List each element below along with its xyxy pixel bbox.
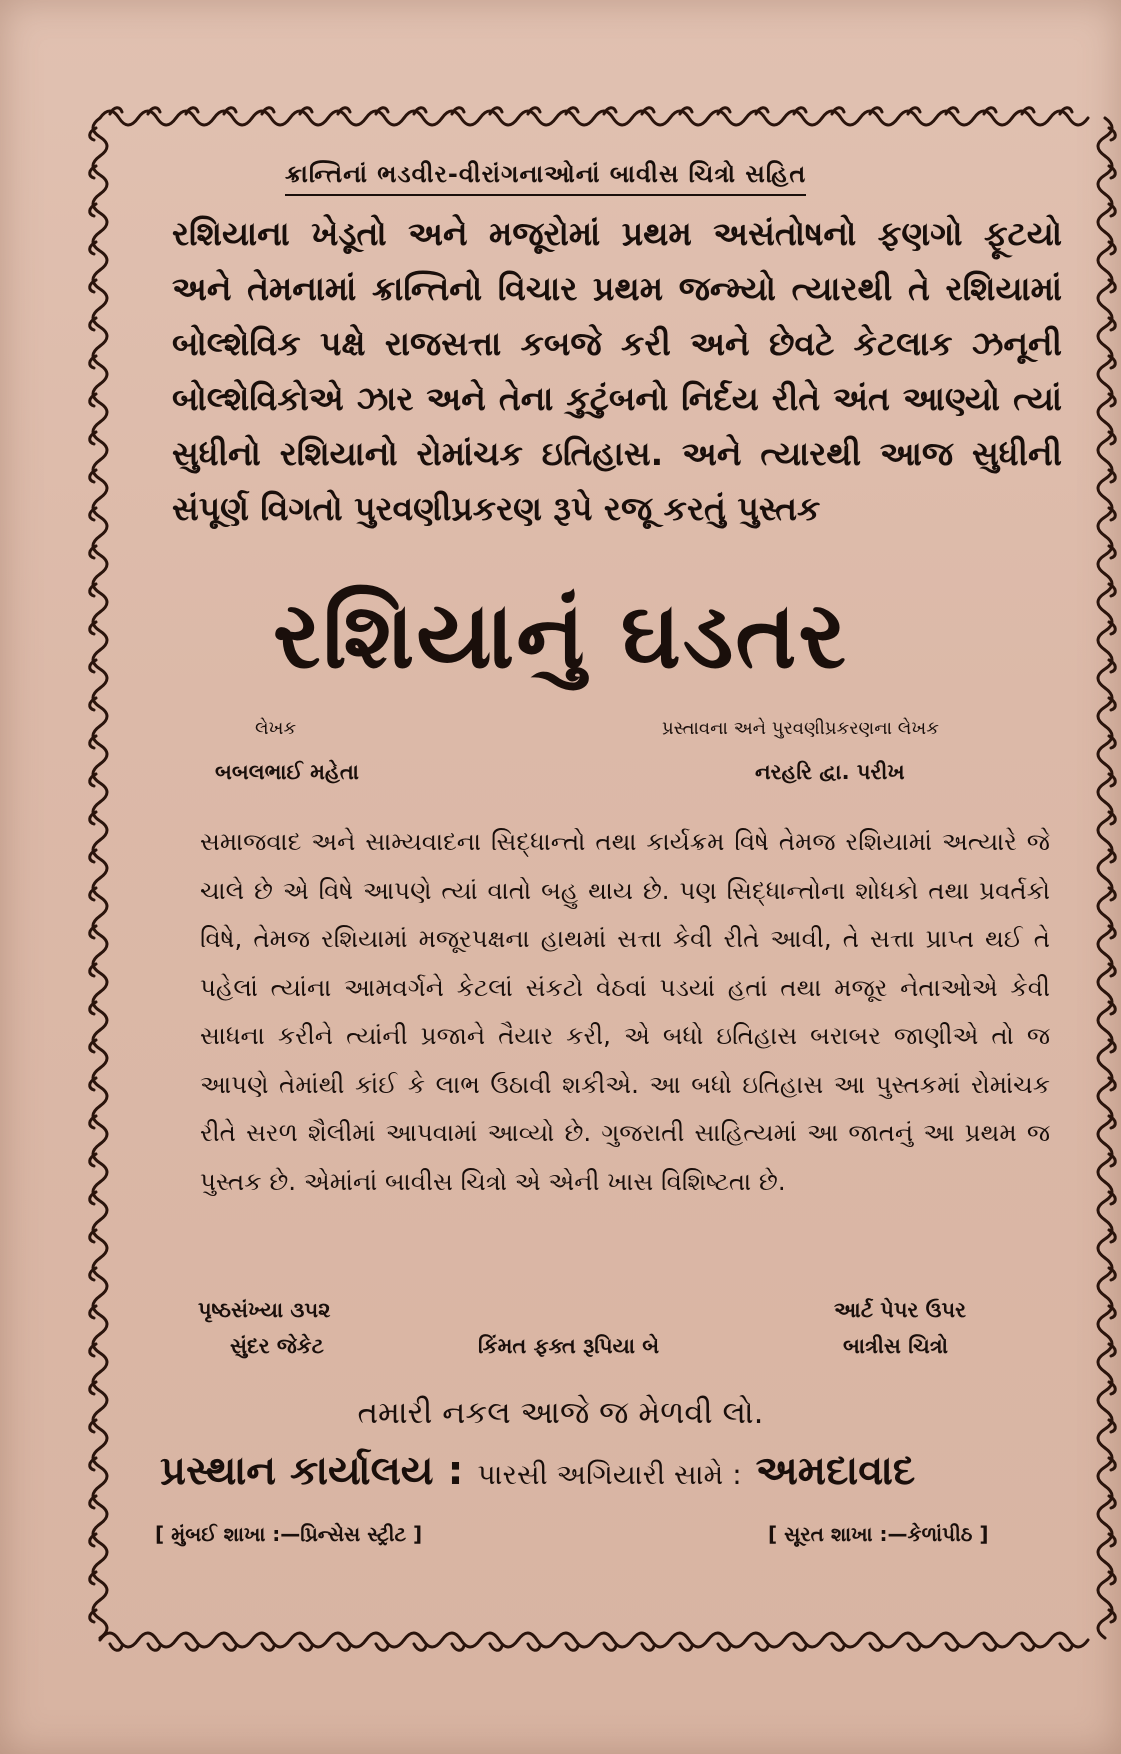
publisher-city: અમદાવાદ xyxy=(755,1448,916,1494)
publisher-line xyxy=(160,1448,1065,1494)
author-name: બબલભાઈ મહેતા xyxy=(215,760,359,784)
mumbai-branch: [ મુંબઈ શાખા :—પ્રિન્સેસ સ્ટ્રીટ ] xyxy=(155,1522,423,1546)
intro-paragraph: રશિયાના ખેડૂતો અને મજૂરોમાં પ્રથમ અસંતોષનો ફણગો ફૂટયો અને તેમનામાં ક્રાન્તિનો વિચાર પ્રથમ જન્મ્યો ત્યારથી તે રશિયામાં બોલ્શેવિક પક્ષે રાજસત્તા કબજે કરી અને છેવટે કેટલાક ઝનૂની બોલ્શેવિકોએ ઝાર અને તેના કુટુંબનો નિર્દય રીતે અંત આણ્યો ત્યાં સુધીનો રશિયાનો રોમાંચક ઇતિહાસ. અને ત્યારથી આજ સુધીની સંપૂર્ણ વિગતો પુરવણીપ્રકરણ રૂપે રજૂ કરતું પુસ્તક xyxy=(172,214,1062,528)
book-title: રશિયાનું ઘડતર xyxy=(273,582,848,689)
price: કિંમત ફક્ત રૂપિયા બે xyxy=(478,1334,660,1358)
author-label: લેખક xyxy=(255,718,297,739)
publisher-name: પ્રસ્થાન કાર્યાલય : xyxy=(160,1448,464,1494)
subtitle: ક્રાન્તિનાં ભડવીર-વીરાંગનાઓનાં બાવીસ ચિત્રો સહિત xyxy=(285,160,806,196)
publisher-address: પારસી અગિયારી સામે : xyxy=(477,1458,742,1491)
page-count: પૃષ્ઠસંખ્યા ૩૫૨ xyxy=(198,1298,331,1322)
surat-branch: [ સૂરત શાખા :—કેળાંપીઠ ] xyxy=(768,1522,989,1546)
paper-note: આર્ટ પેપર ઉપર xyxy=(834,1298,967,1322)
preface-author-label: પ્રસ્તાવના અને પુરવણીપ્રકરણના લેખક xyxy=(662,718,939,739)
jacket-note: સુંદર જેકેટ xyxy=(230,1334,324,1358)
description-paragraph: સમાજવાદ અને સામ્યવાદના સિદ્ધાન્તો તથા કાર્યક્રમ વિષે તેમજ રશિયામાં અત્યારે જે ચાલે છે એ વિષે આપણે ત્યાં વાતો બહુ થાય છે. પણ સિદ્ધાન્તોના શોધકો તથા પ્રવર્તકો વિષે, તેમજ રશિયામાં મજૂરપક્ષના હાથમાં સત્તા કેવી રીતે આવી, તે સત્તા પ્રાપ્ત થઈ તે પહેલાં ત્યાંના આમવર્ગને કેટલાં સંકટો વેઠવાં પડયાં હતાં તથા મજૂર નેતાઓએ કેવી સાધના કરીને ત્યાંની પ્રજાને તૈયાર કરી, એ બધો ઇતિહાસ બરાબર જાણીએ તો જ આપણે તેમાંથી કાંઈ કે લાભ ઉઠાવી શકીએ. આ બધો ઇતિહાસ આ પુસ્તકમાં રોમાંચક રીતે સરળ શૈલીમાં આપવામાં આવ્યો છે. ગુજરાતી સાહિત્યમાં આ જાતનું આ પ્રથમ જ પુસ્તક છે. એમાંનાં બાવીસ ચિત્રો એ એની ખાસ વિશિષ્ટતા છે. xyxy=(200,827,1050,1196)
preface-author-name: નરહરિ દ્વા. પરીખ xyxy=(755,760,905,784)
call-to-action: તમારી નકલ આજે જ મેળવી લો. xyxy=(357,1395,764,1431)
pictures-note: બાત્રીસ ચિત્રો xyxy=(843,1334,948,1358)
